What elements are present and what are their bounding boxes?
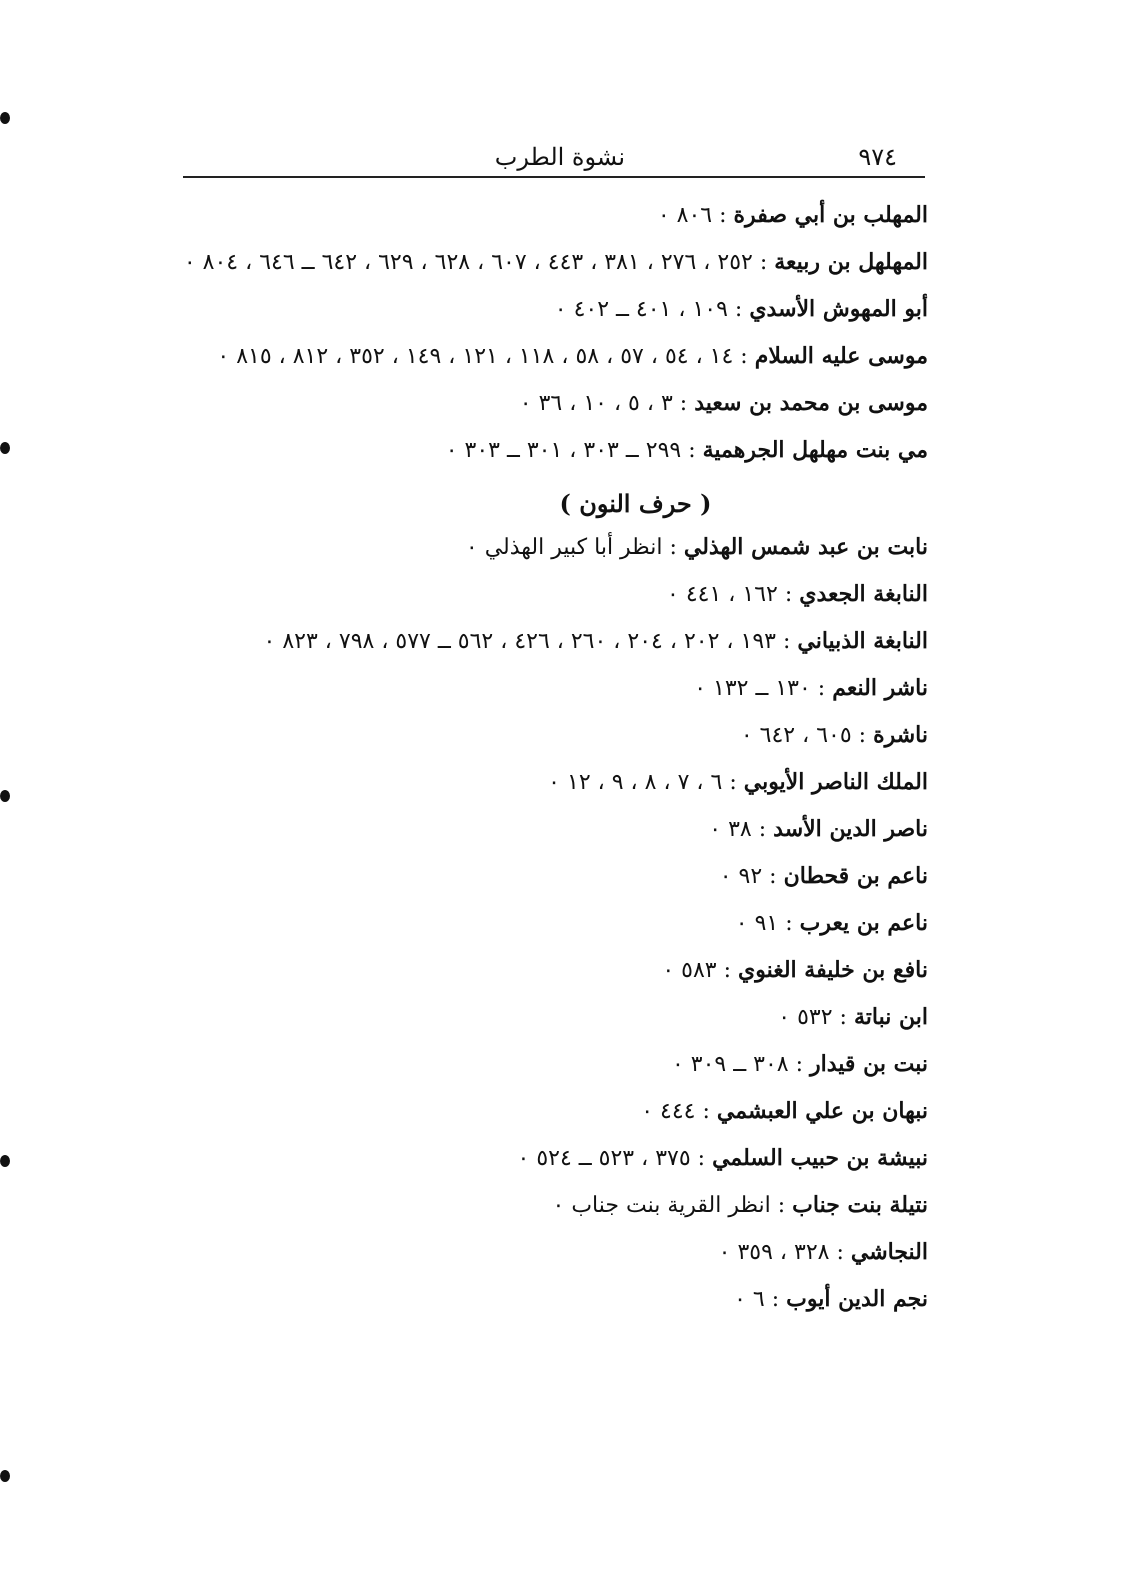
index-entry	[183, 763, 928, 802]
entry-page-refs: ٩٢ ٠	[719, 864, 763, 889]
running-header	[183, 140, 925, 176]
entry-separator: :	[681, 438, 703, 463]
entry-name: النجاشي	[850, 1239, 928, 1265]
index-entry	[183, 716, 928, 755]
entry-separator: :	[752, 250, 775, 275]
entry-name: أبو المهوش الأسدي	[749, 296, 928, 322]
index-entry	[183, 575, 928, 614]
entry-page-refs: ١٦٢ ، ٤٤١ ٠	[667, 582, 778, 607]
index-entry	[183, 904, 928, 943]
section-heading: ( حرف النون )	[559, 489, 712, 518]
entry-separator: :	[662, 535, 684, 560]
entry-separator: :	[733, 344, 755, 369]
entry-page-refs: ٤٤٤ ٠	[641, 1099, 696, 1124]
index-entry	[183, 1280, 928, 1319]
entry-page-refs: ٦ ، ٧ ، ٨ ، ٩ ، ١٢ ٠	[548, 770, 723, 795]
entry-name: ناشرة	[873, 722, 928, 748]
index-entry	[183, 857, 928, 896]
entry-page-refs: ١٣٠ ــ ١٣٢ ٠	[694, 676, 811, 701]
entry-name: نبت بن قيدار	[810, 1051, 928, 1077]
entry-separator: :	[832, 1005, 854, 1030]
scan-speck	[0, 1155, 10, 1167]
entry-separator: :	[716, 958, 738, 983]
index-entry	[183, 1139, 928, 1178]
entry-page-refs: ١٩٣ ، ٢٠٢ ، ٢٠٤ ، ٢٦٠ ، ٤٢٦ ، ٥٦٢ ــ ٥٧٧ ، ٧٩٨ ، ٨٢٣ ٠	[263, 629, 776, 654]
entry-page-refs: ٣٠٨ ــ ٣٠٩ ٠	[671, 1052, 789, 1077]
entry-page-refs: ١٤ ، ٥٤ ، ٥٧ ، ٥٨ ، ١١٨ ، ١٢١ ، ١٤٩ ، ٣٥٢ ، ٨١٢ ، ٨١٥ ٠	[217, 344, 734, 369]
entry-name: ابن نباتة	[853, 1004, 928, 1030]
index-entry	[183, 528, 928, 567]
index-entry	[183, 810, 928, 849]
index-entry	[183, 1233, 928, 1272]
book-title: نشوة الطرب	[494, 143, 625, 171]
scan-speck	[0, 1470, 10, 1482]
scan-speck	[0, 112, 10, 124]
entry-page-refs: انظر أبا كبير الهذلي ٠	[465, 535, 663, 560]
scan-speck	[0, 790, 10, 802]
entry-separator: :	[672, 391, 695, 416]
entry-separator: :	[777, 582, 800, 607]
index-entry	[183, 243, 928, 282]
entry-page-refs: ٨٠٦ ٠	[657, 203, 713, 228]
entry-name: نافع بن خليفة الغنوي	[738, 957, 928, 983]
entry-name: ناعم بن يعرب	[799, 910, 928, 936]
entry-page-refs: ٣٧٥ ، ٥٢٣ ــ ٥٢٤ ٠	[517, 1146, 691, 1171]
entry-name: ناشر النعم	[832, 675, 928, 701]
entry-page-refs: ٣٨ ٠	[709, 817, 752, 842]
entry-name: نجم الدين أيوب	[786, 1286, 928, 1312]
entry-page-refs: ١٠٩ ، ٤٠١ ــ ٤٠٢ ٠	[554, 297, 728, 322]
entry-page-refs: ٦ ٠	[734, 1287, 765, 1312]
entry-separator: :	[770, 1193, 793, 1218]
entries-group-mim	[183, 196, 928, 470]
index-entry	[183, 290, 928, 329]
entry-separator: :	[764, 1287, 787, 1312]
index-entry	[183, 1092, 928, 1131]
scan-speck	[0, 442, 10, 454]
index-entry	[183, 384, 928, 423]
index-entry	[183, 1186, 928, 1225]
index-list	[183, 196, 928, 1327]
entry-name: النابغة الجعدي	[799, 581, 928, 607]
entry-name: المهلهل بن ربيعة	[774, 249, 928, 275]
entry-page-refs: انظر القرية بنت جناب ٠	[552, 1193, 771, 1218]
entries-group-nun	[183, 528, 928, 1319]
entry-name: الملك الناصر الأيوبي	[743, 769, 928, 795]
entry-name: نتيلة بنت جناب	[792, 1192, 928, 1218]
entry-separator: :	[690, 1146, 713, 1171]
entry-name: مي بنت مهلهل الجرهمية	[702, 437, 928, 463]
entry-name: نبهان بن علي العبشمي	[716, 1098, 928, 1124]
entry-separator: :	[712, 203, 734, 228]
entry-page-refs: ٣ ، ٥ ، ١٠ ، ٣٦ ٠	[519, 391, 673, 416]
entry-name: ناعم بن قحطان	[783, 863, 928, 889]
entry-name: نابت بن عبد شمس الهذلي	[683, 534, 928, 560]
page-number: ٩٧٤	[858, 143, 897, 171]
entry-name: موسى عليه السلام	[754, 343, 928, 369]
entry-separator: :	[829, 1240, 851, 1265]
index-entry	[183, 337, 928, 376]
entry-name: نبيشة بن حبيب السلمي	[712, 1145, 928, 1171]
entry-name: موسى بن محمد بن سعيد	[694, 390, 928, 416]
index-entry	[183, 669, 928, 708]
index-entry	[183, 1045, 928, 1084]
entry-separator: :	[778, 911, 800, 936]
index-entry	[183, 622, 928, 661]
entry-name: النابغة الذبياني	[797, 628, 928, 654]
index-entry	[183, 951, 928, 990]
entry-page-refs: ٢٥٢ ، ٢٧٦ ، ٣٨١ ، ٤٤٣ ، ٦٠٧ ، ٦٢٨ ، ٦٢٩ ، ٦٤٢ ــ ٦٤٦ ، ٨٠٤ ٠	[183, 250, 753, 275]
entry-page-refs: ٩١ ٠	[735, 911, 779, 936]
entry-page-refs: ٣٢٨ ، ٣٥٩ ٠	[718, 1240, 830, 1265]
entry-separator: :	[851, 723, 874, 748]
entry-page-refs: ٢٩٩ ــ ٣٠٣ ، ٣٠١ ــ ٣٠٣ ٠	[445, 438, 682, 463]
header-rule	[183, 176, 925, 178]
index-entry	[183, 196, 928, 235]
entry-separator: :	[775, 629, 798, 654]
entry-separator: :	[695, 1099, 717, 1124]
index-entry	[183, 431, 928, 470]
entry-separator: :	[788, 1052, 810, 1077]
entry-separator: :	[722, 770, 744, 795]
entry-name: ناصر الدين الأسد	[773, 816, 928, 842]
entry-page-refs: ٦٠٥ ، ٦٤٢ ٠	[740, 723, 852, 748]
entry-separator: :	[751, 817, 774, 842]
entry-separator: :	[810, 676, 833, 701]
entry-separator: :	[762, 864, 784, 889]
entry-page-refs: ٥٣٢ ٠	[778, 1005, 833, 1030]
index-entry	[183, 998, 928, 1037]
entry-name: المهلب بن أبي صفرة	[733, 202, 928, 228]
entry-separator: :	[727, 297, 750, 322]
entry-page-refs: ٥٨٣ ٠	[662, 958, 717, 983]
